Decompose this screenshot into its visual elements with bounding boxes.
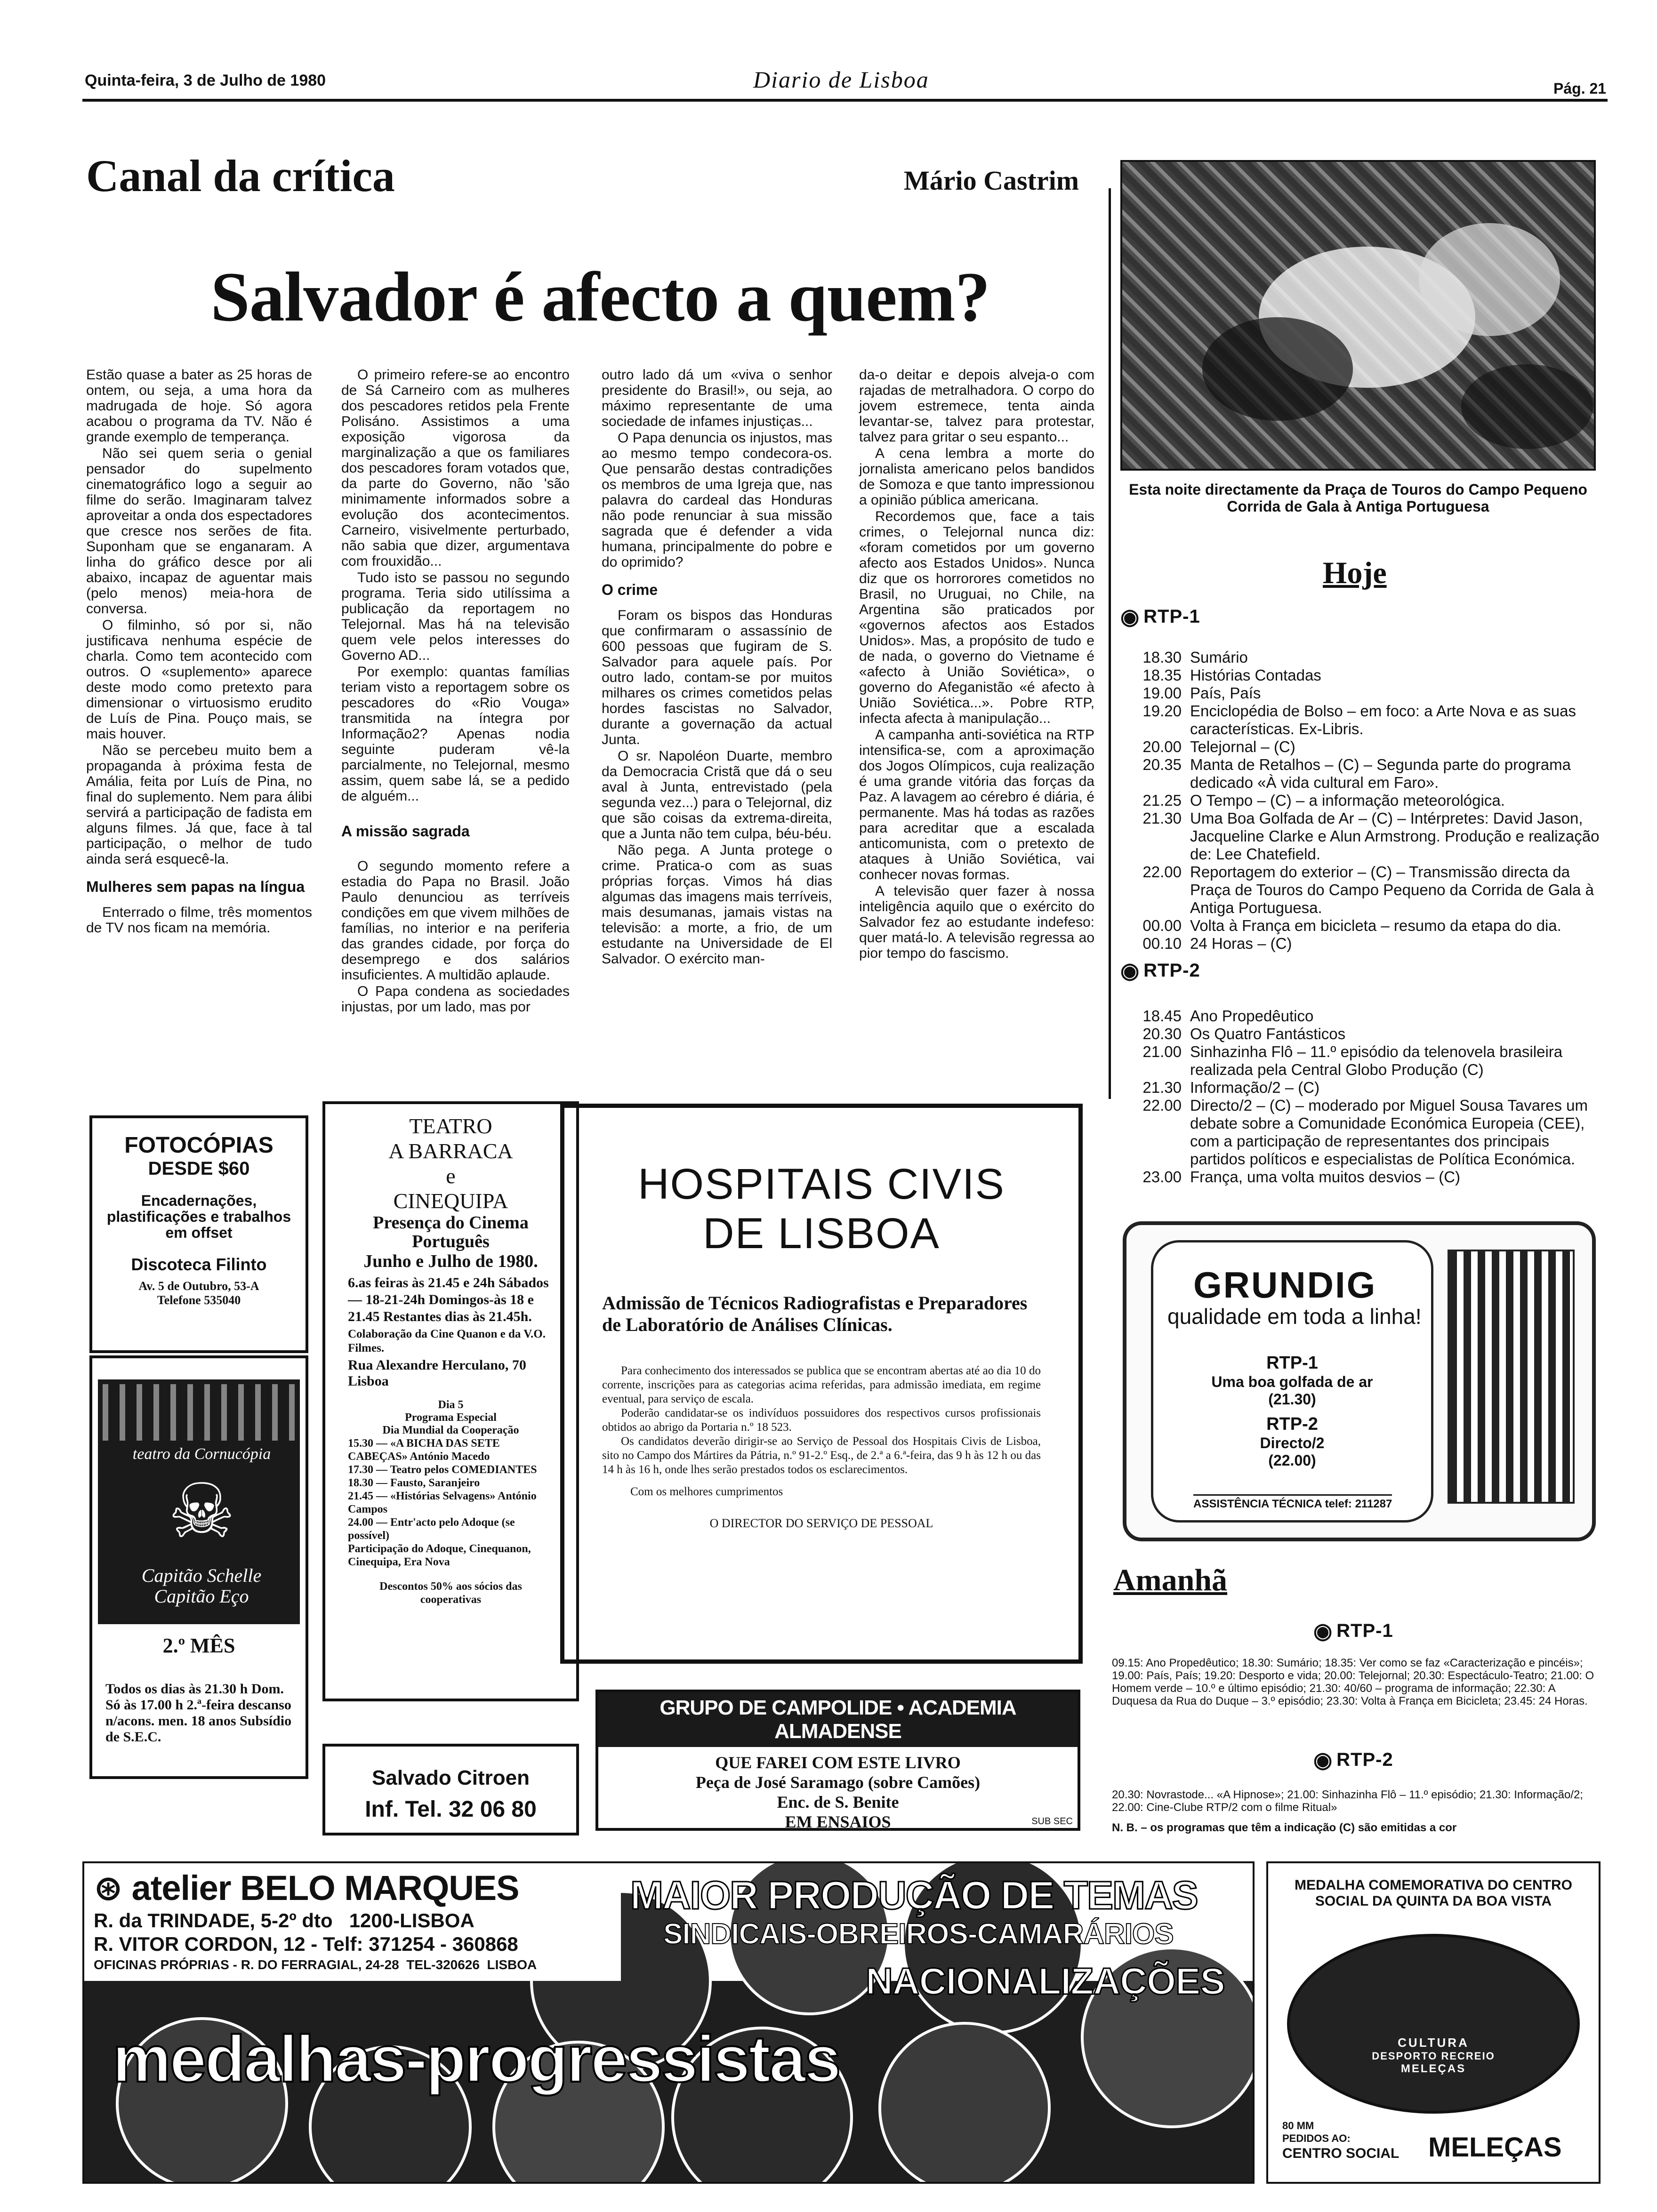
teatro-l2: A BARRACA [388, 1139, 513, 1163]
amanha-rtp1-text: 09.15: Ano Propedêutico; 18.30: Sumário; 18.35: Ver como se faz «Caracterização e pincéis»; 19.00: País, País; 19.20: Desporto e vida; 20.00: Telejornal; 20.30: Espectáculo-Teatro; 21.00: O Homem verde – 10.º e último episódio; 21.30: 40/60 – programa de informação; 22.30: A Duquesa da Rua do Duque – 3.º episódio; 23.30: Volta à França em Bicicleta; 23.45: 24 Horas. [1112, 1657, 1594, 1707]
medalha-title: MEDALHA COMEMORATIVA DO CENTRO SOCIAL DA QUINTA DA BOA VISTA [1295, 1877, 1572, 1909]
photo-illustration [1122, 162, 1594, 469]
medal-location: MELEÇAS [1428, 2132, 1562, 2163]
grundig-rtp2-prog: Directo/2 [1260, 1435, 1325, 1451]
schedule-row [1120, 756, 1601, 792]
programme: Manta de Retalhos – (C) – Segunda parte do programa dedicado «À vida cultural em Faro». [1190, 756, 1571, 791]
tv-control-panel [1448, 1250, 1575, 1504]
rtp2-schedule [1120, 1007, 1601, 1186]
paragraph: A campanha anti-soviética na RTP intensifica-se, com a aproximação dos Jogos Olímpicos, cuja realização é uma grande vitória das forças da Paz. A lavagem ao cérebro é diária, é permanente. Mas há todas as razões para acreditar que a escalada anticomunista, com o pretexto de ataques à União Soviética, vai conhecer novas formas. [859, 727, 1094, 882]
teatro-ad [322, 1101, 579, 1701]
grundig-slogan: qualidade em toda a linha! [1167, 1304, 1422, 1329]
programme: Directo/2 – (C) – moderado por Miguel Sousa Tavares um debate sobre a Comunidade Económica Europeia (CEE), com a participação de representantes dos principais partidos políticos e especialistas de Política Económica. [1190, 1097, 1588, 1168]
section-title: Canal da crítica [86, 151, 395, 201]
poster-decoration [103, 1384, 300, 1441]
article-column-2 [341, 367, 570, 1016]
teatro-item: 18.30 — Fausto, Saranjeiro [348, 1477, 480, 1489]
amanha-rtp1-label: RTP-1 [1336, 1620, 1393, 1641]
belo-slogan-1: MAIOR PRODUÇÃO DE TEMAS [630, 1873, 1198, 1917]
subheading: Mulheres sem papas na língua [86, 878, 305, 895]
time: 22.00 [1142, 1097, 1182, 1114]
grundig-rtp1-time: (21.30) [1268, 1391, 1316, 1408]
amanha-rtp2-logo [1313, 1747, 1393, 1772]
belo-marques-ad [82, 1861, 1255, 2184]
schedule-row [1120, 649, 1601, 666]
teatro-item: 15.30 — «A BICHA DAS SETE CABEÇAS» António Macedo [348, 1437, 500, 1463]
teatro-collab: Colaboração da Cine Quanon e da V.O. Filmes. [348, 1328, 546, 1354]
campolide-ad [595, 1690, 1080, 1831]
teatro-l5: Presença do Cinema Português [373, 1213, 529, 1251]
schedule-row [1120, 1168, 1601, 1186]
programme: País, País [1190, 684, 1261, 702]
citroen-line-2: Inf. Tel. 32 06 80 [365, 1797, 537, 1822]
paragraph: outro lado dá um «viva o senhor presidente do Brasil!», ou seja, ao máximo representante de uma sociedade de infames injustiças... [602, 367, 832, 429]
time: 00.10 [1142, 935, 1182, 952]
hospitais-signature: O DIRECTOR DO SERVIÇO DE PESSOAL [709, 1516, 933, 1530]
amanha-rtp1-logo [1313, 1618, 1393, 1643]
time: 20.35 [1142, 756, 1182, 773]
teatro-day: Dia 5 [438, 1399, 464, 1411]
eye-icon: ◉ [1120, 958, 1140, 983]
programme: Sinhazinha Flô – 11.º episódio da telenovela brasileira realizada pela Central Globo Produção (C) [1190, 1043, 1563, 1078]
schedule-row [1120, 1043, 1601, 1079]
grundig-rtp2: RTP-2 [1266, 1414, 1318, 1434]
paragraph: O sr. Napoléon Duarte, membro da Democracia Cristã que dá o seu aval à Junta, entrevistado (pela segunda vez...) para o Telejornal, diz que são coisas da extrema-direita, que a Junta não tem culpa, béu-béu. [602, 748, 832, 842]
time: 00.00 [1142, 917, 1182, 934]
amanha-title: Amanhã [1113, 1563, 1228, 1597]
citroen-ad [322, 1744, 579, 1835]
amanha-rtp2-text: 20.30: Novrastode... «A Hipnose»; 21.00: Sinhazinha Flô – 11.º episódio; 21.30: Informação/2; 22.00: Cine-Clube RTP/2 com o filme Ritual» [1112, 1788, 1583, 1814]
paragraph: O primeiro refere-se ao encontro de Sá Carneiro com as mulheres dos pescadores retidos pela Frente Polisáno. Assistimos a uma exposição vigorosa da marginalização a que os familiares dos pescadores foram votados que, da parte do Governo, não 'são minimamente informados sobre a evolução dos acontecimentos. Carneiro, visivelmente perturbado, não sabia que dizer, argumentava com frouxidão... [341, 367, 570, 569]
programme: Uma Boa Golfada de Ar – (C) – Intérpretes: David Jason, Jacqueline Clarke e Alun Armstrong. Produção e realização de: Lee Chatefield. [1190, 809, 1600, 863]
paragraph: Enterrado o filme, três momentos de TV nos ficam na memória. [86, 905, 312, 936]
paragraph: O Papa condena as sociedades injustas, por um lado, mas por [341, 984, 570, 1015]
grundig-rtp1-prog: Uma boa golfada de ar [1211, 1373, 1373, 1390]
fotocopias-shop: Discoteca Filinto [131, 1255, 267, 1274]
poster-title: teatro da Cornucópia [132, 1445, 271, 1463]
rtp2-logo [1120, 958, 1200, 983]
programme: França, uma volta muitos desvios – (C) [1190, 1168, 1461, 1186]
schedule-row [1120, 702, 1601, 738]
medal-orders: PEDIDOS AO: [1282, 2132, 1351, 2144]
schedule-row [1120, 863, 1601, 917]
belo-slogan-3: NACIONALIZAÇÕES [866, 1960, 1225, 2002]
campolide-line-4: EM ENSAIOS [785, 1812, 891, 1831]
medal-size: 80 MM [1282, 2120, 1314, 2132]
bullfight-photo [1120, 160, 1596, 471]
belo-slogan-2: SINDICAIS-OBREIROS-CAMARÁRIOS [663, 1918, 1174, 1950]
paragraph: Não se percebeu muito bem a propaganda à próxima festa de Amália, feita por Luís de Pina, no final do suplemento. Nem para álibi servirá a participação de fadista em alguns filmes. Já que, face à tal participação, o melhor de tudo ainda será esquecê-la. [86, 743, 312, 867]
programme: Telejornal – (C) [1190, 738, 1295, 755]
paragraph: A cena lembra a morte do jornalista americano pelos bandidos de Somoza e que tanto impressionou a opinião pública americana. [859, 446, 1094, 508]
campolide-header: GRUPO DE CAMPOLIDE • ACADEMIA ALMADENSE [598, 1692, 1078, 1747]
programme: O Tempo – (C) – a informação meteorológica. [1190, 792, 1505, 809]
paragraph: Não sei quem seria o genial pensador do supelmento cinematográfico logo a seguir ao filme do serão. Imaginaram talvez aproveitar a onda dos espectadores que cresce nos serões de fita. Suponham que se enganaram. A linha do gráfico desce por ali abaixo, incapaz de aguentar mais (pelo menos) meia-hora de conversa. [86, 446, 312, 617]
programme: Ano Propedêutico [1190, 1007, 1314, 1025]
rtp1-schedule [1120, 649, 1601, 953]
programme: Informação/2 – (C) [1190, 1079, 1320, 1096]
time: 20.00 [1142, 738, 1182, 755]
medal-coin-text-3: MELEÇAS [1400, 2062, 1466, 2075]
paragraph: O segundo momento refere a estadia do Papa no Brasil. João Paulo denunciou as terríveis condições em que vivem milhões de famílias, no interior e na periferia das grandes cidade, por força do desemprego e dos salários insuficientes. A multidão aplaude. [341, 858, 570, 983]
teatro-item: 17.30 — Teatro pelos COMEDIANTES [348, 1464, 537, 1476]
grundig-rtp2-time: (22.00) [1268, 1452, 1316, 1469]
schedule-row [1120, 792, 1601, 809]
hospitais-greeting: Com os melhores cumprimentos [630, 1485, 783, 1498]
paragraph: Foram os bispos das Honduras que confirmaram o assassínio de 600 pessoas que fugiram de S. Salvador para aquele país. Por outro lado, contam-se por muitos milhares os crimes cometidos pelas hordes fascistas no Salvador, durante a governação da actual Junta. [602, 608, 832, 747]
teatro-item: 21.45 — «Histórias Selvagens» António Campos [348, 1490, 537, 1515]
fotocopias-ad [89, 1115, 308, 1353]
rtp2-label: RTP-2 [1143, 960, 1200, 981]
schedule-row [1120, 684, 1601, 702]
time: 21.25 [1142, 792, 1182, 809]
medal-centre: CENTRO SOCIAL [1282, 2146, 1400, 2161]
paragraph: Não pega. A Junta protege o crime. Pratica-o com as suas próprias forças. Vimos há dias algumas das imagens mais terríveis, mais desumanas, jamais vistas na televisão: a morte, a frio, de um estudante na Universidade de El Salvador. O exército man- [602, 842, 832, 967]
subheading: O crime [602, 581, 658, 598]
teatro-l3: e [446, 1164, 456, 1188]
hospitais-title-2: DE LISBOA [703, 1210, 940, 1258]
grundig-brand: GRUNDIG [1193, 1264, 1377, 1306]
color-note: N. B. – os programas que têm a indicação (C) são emitidas a cor [1112, 1821, 1457, 1834]
campolide-line-1: QUE FAREI COM ESTE LIVRO [715, 1753, 961, 1772]
time: 18.30 [1142, 649, 1182, 666]
teatro-item: 24.00 — Entr'acto pelo Adoque (se possível) [348, 1516, 515, 1542]
schedule-row [1120, 738, 1601, 756]
hoje-title: Hoje [1323, 556, 1387, 590]
teatro-address: Rua Alexandre Herculano, 70 Lisboa [348, 1357, 526, 1389]
teatro-l1: TEATRO [409, 1114, 492, 1138]
medalha-ad [1266, 1861, 1601, 2184]
belo-slogan-4: medalhas-progressistas [113, 2022, 840, 2096]
citroen-line-1: Salvado Citroen [372, 1766, 530, 1789]
programme: Os Quatro Fantásticos [1190, 1025, 1346, 1042]
teatro-world-day: Dia Mundial da Cooperação [382, 1424, 519, 1436]
time: 20.30 [1142, 1025, 1182, 1042]
time: 23.00 [1142, 1168, 1182, 1186]
eye-icon: ◉ [1313, 1747, 1333, 1772]
cornucopia-month: 2.º MÊS [162, 1634, 235, 1657]
schedule-row [1120, 809, 1601, 863]
grundig-rtp1: RTP-1 [1266, 1353, 1318, 1373]
teatro-discount: Descontos 50% aos sócios das cooperativas [379, 1580, 522, 1606]
belo-address-1: R. da TRINDADE, 5-2º dto 1200-LISBOA [94, 1909, 475, 1931]
time: 21.30 [1142, 1079, 1182, 1096]
paragraph: A televisão quer fazer à nossa inteligência aquilo que o exército do Salvador fez ao estudante indefeso: quer matá-lo. A televisão regressa ao pior tempo do fascismo. [859, 883, 1094, 961]
hospitais-paragraph: Os candidatos deverão dirigir-se ao Serviço de Pessoal dos Hospitais Civis de Lisboa, sito no Campo dos Mártires da Pátria, n.º 91-2.º Esq., de 2.ª a 6.ª-feira, das 9 h às 12 h ou das 14 h às 16 h, onde lhes serão prestados todos os esclarecimentos. [602, 1435, 1041, 1476]
teatro-l6: Junho e Julho de 1980. [363, 1251, 538, 1271]
schedule-row [1120, 666, 1601, 684]
belo-address-2: R. VITOR CORDON, 12 - Telf: 371254 - 360868 [94, 1933, 518, 1955]
fotocopias-title: FOTOCÓPIAS [124, 1133, 273, 1158]
paragraph: O filminho, só por si, não justificava nenhuma espécie de charla. Como tem acontecido com outros. O «suplemento» aparece deste modo como pretexto para dimensionar o virtuosismo erudito de Luís de Pina. Pouço mais, se mais houver. [86, 617, 312, 742]
belo-name [94, 1868, 519, 1908]
amanha-rtp2-label: RTP-2 [1336, 1749, 1393, 1770]
programme: Reportagem do exterior – (C) – Transmissão directa da Praça de Touros do Campo Pequeno da Corrida de Gala à Antiga Portuguesa. [1190, 863, 1594, 916]
article-column-4 [859, 367, 1094, 962]
campolide-line-3: Enc. de S. Benite [777, 1793, 899, 1811]
cornucopia-schedule: Todos os dias às 21.30 h Dom. Só às 17.00 h 2.ª-feira descanso n/acons. men. 18 anos Subsídio de S.E.C. [105, 1681, 292, 1745]
paragraph: Tudo isto se passou no segundo programa. Teria sido utilíssima a publicação da reportagem no Telejornal. Mas há na televisão quem vele pelos interesses do Governo AD... [341, 570, 570, 663]
fotocopias-services: Encadernações, plastificações e trabalhos em offset [106, 1192, 291, 1241]
programme: Sumário [1190, 649, 1248, 666]
paragraph: Estão quase a bater as 25 horas de ontem, ou seja, a uma hora da madrugada de hoje. Só agora acabou o programa da TV. Não é grande exemplo de temperança. [86, 367, 312, 445]
schedule-row [1120, 935, 1601, 953]
paragraph: O Papa denuncia os injustos, mas ao mesmo tempo condecora-os. Que pensarão destas contradições os membros de uma Igreja que, nas palavra do cardeal das Honduras não pode renunciar à sua missão sagrada que é defender a vida humana, principalmente do pobre e do oprimido? [602, 430, 832, 570]
page-number: Pág. 21 [1553, 80, 1607, 97]
schedule-row [1120, 1097, 1601, 1168]
teatro-schedule: 6.as feiras às 21.45 e 24h Sábados — 18-21-24h Domingos-às 18 e 21.45 Restantes dias às 21.45h. [348, 1275, 549, 1324]
photo-caption: Esta noite directamente da Praça de Touros do Campo Pequeno Corrida de Gala à Antiga Portuguesa [1129, 481, 1587, 515]
schedule-row [1120, 917, 1601, 935]
programme: Volta à França em bicicleta – resumo da etapa do dia. [1190, 917, 1561, 934]
hospitais-title-1: HOSPITAIS CIVIS [638, 1160, 1005, 1208]
fotocopias-price: DESDE $60 [148, 1158, 250, 1179]
schedule-row [1120, 1079, 1601, 1097]
programme: Enciclopédia de Bolso – em foco: a Arte Nova e as suas características. Ex-Libris. [1190, 702, 1576, 737]
time: 18.45 [1142, 1007, 1182, 1025]
campolide-tag: SUB SEC [1031, 1816, 1073, 1827]
author-name: Mário Castrim [904, 165, 1079, 196]
headline: Salvador é afecto a quem? [210, 258, 990, 336]
schedule-row [1120, 1007, 1601, 1025]
teatro-special: Programa Especial [405, 1411, 497, 1424]
time: 21.00 [1142, 1043, 1182, 1060]
fotocopias-phone: Telefone 535040 [157, 1293, 241, 1307]
time: 19.00 [1142, 684, 1182, 702]
fotocopias-address: Av. 5 de Outubro, 53-A [138, 1279, 259, 1293]
time: 21.30 [1142, 809, 1182, 827]
medal-icon: ⊛ [94, 1868, 132, 1907]
cornucopia-poster [98, 1379, 300, 1624]
paragraph: Por exemplo: quantas famílias teriam visto a reportagem sobre os pescadores do «Rio Vouga» transmitida na íntegra por Informação2? Apenas nodia seguinte puderam vê-la parcialmente, no Telejornal, mesmo assim, quem sabe lá, se a pedido de alguém... [341, 664, 570, 804]
rtp1-logo [1120, 604, 1200, 629]
belo-name-text: atelier BELO MARQUES [131, 1868, 519, 1907]
medal-coin-text-2: DESPORTO RECREIO [1372, 2050, 1495, 2062]
paragraph: da-o deitar e depois alveja-o com rajadas de metralhadora. O corpo do jovem estremece, tenta ainda levantar-se, talvez para protestar, talvez para gritar o seu espanto... [859, 367, 1094, 445]
medal-coin [1287, 1934, 1580, 2114]
poster-play: Capitão Schelle Capitão Eço [141, 1565, 262, 1607]
paragraph: Recordemos que, face a tais crimes, o Telejornal nunca diz: «foram cometidos por um governo afecto aos Estados Unidos». Nunca diz que os horrorores cometidos no Brasil, no Uruguai, no Chile, na Argentina são praticados por «governos afectos aos Estados Unidos». Mas, a propósito de tudo e de nada, o governo do Vietname é «afecto à União Soviética», o governo do Afeganistão «é afecto à União Soviética...». Pobre RTP, infecta afecta à manipulação... [859, 509, 1094, 726]
subheading: A missão sagrada [341, 823, 470, 840]
hospitais-subtitle: Admissão de Técnicos Radiografistas e Preparadores de Laboratório de Análises Clínicas. [602, 1292, 1028, 1335]
grundig-assist: ASSISTÊNCIA TÉCNICA telef: 211287 [1193, 1494, 1392, 1511]
date-line: Quinta-feira, 3 de Julho de 1980 [85, 72, 326, 89]
skull-icon: ☠ [168, 1469, 236, 1553]
time: 18.35 [1142, 666, 1182, 684]
teatro-l4: CINEQUIPA [393, 1189, 508, 1213]
medal-coin-text-1: CULTURA [1398, 2036, 1469, 2050]
belo-address-3: OFICINAS PRÓPRIAS - R. DO FERRAGIAL, 24-28 TEL-320626 LISBOA [94, 1957, 537, 1972]
teatro-item: Participação do Adoque, Cinequanon, Cinequipa, Era Nova [348, 1543, 531, 1568]
hospitais-ad [560, 1104, 1083, 1664]
cornucopia-ad [89, 1355, 308, 1779]
newspaper-name: Diario de Lisboa [753, 66, 929, 93]
vertical-rule [1109, 188, 1111, 1099]
time: 19.20 [1142, 702, 1182, 720]
rtp1-label: RTP-1 [1143, 606, 1200, 627]
hospitais-paragraph: Poderão candidatar-se os indivíduos possuidores dos respectivos cursos profissionais obtidos ao abrigo da Portaria n.º 18 523. [602, 1407, 1041, 1434]
schedule-row [1120, 1025, 1601, 1043]
programme: Histórias Contadas [1190, 666, 1321, 684]
programme: 24 Horas – (C) [1190, 935, 1292, 952]
hospitais-paragraph: Para conhecimento dos interessados se publica que se encontram abertas até ao dia 10 do corrente, inscrições para as categorias acima referidas, para admissão imediata, em regime eventual, para serviço de escala. [602, 1364, 1041, 1405]
article-column-3 [602, 367, 832, 968]
eye-icon: ◉ [1313, 1619, 1333, 1643]
time: 22.00 [1142, 863, 1182, 881]
eye-icon: ◉ [1120, 604, 1140, 629]
campolide-line-2: Peça de José Saramago (sobre Camões) [695, 1773, 981, 1792]
masthead-rule [82, 99, 1608, 102]
article-column-1 [86, 367, 312, 937]
grundig-ad [1123, 1217, 1598, 1546]
